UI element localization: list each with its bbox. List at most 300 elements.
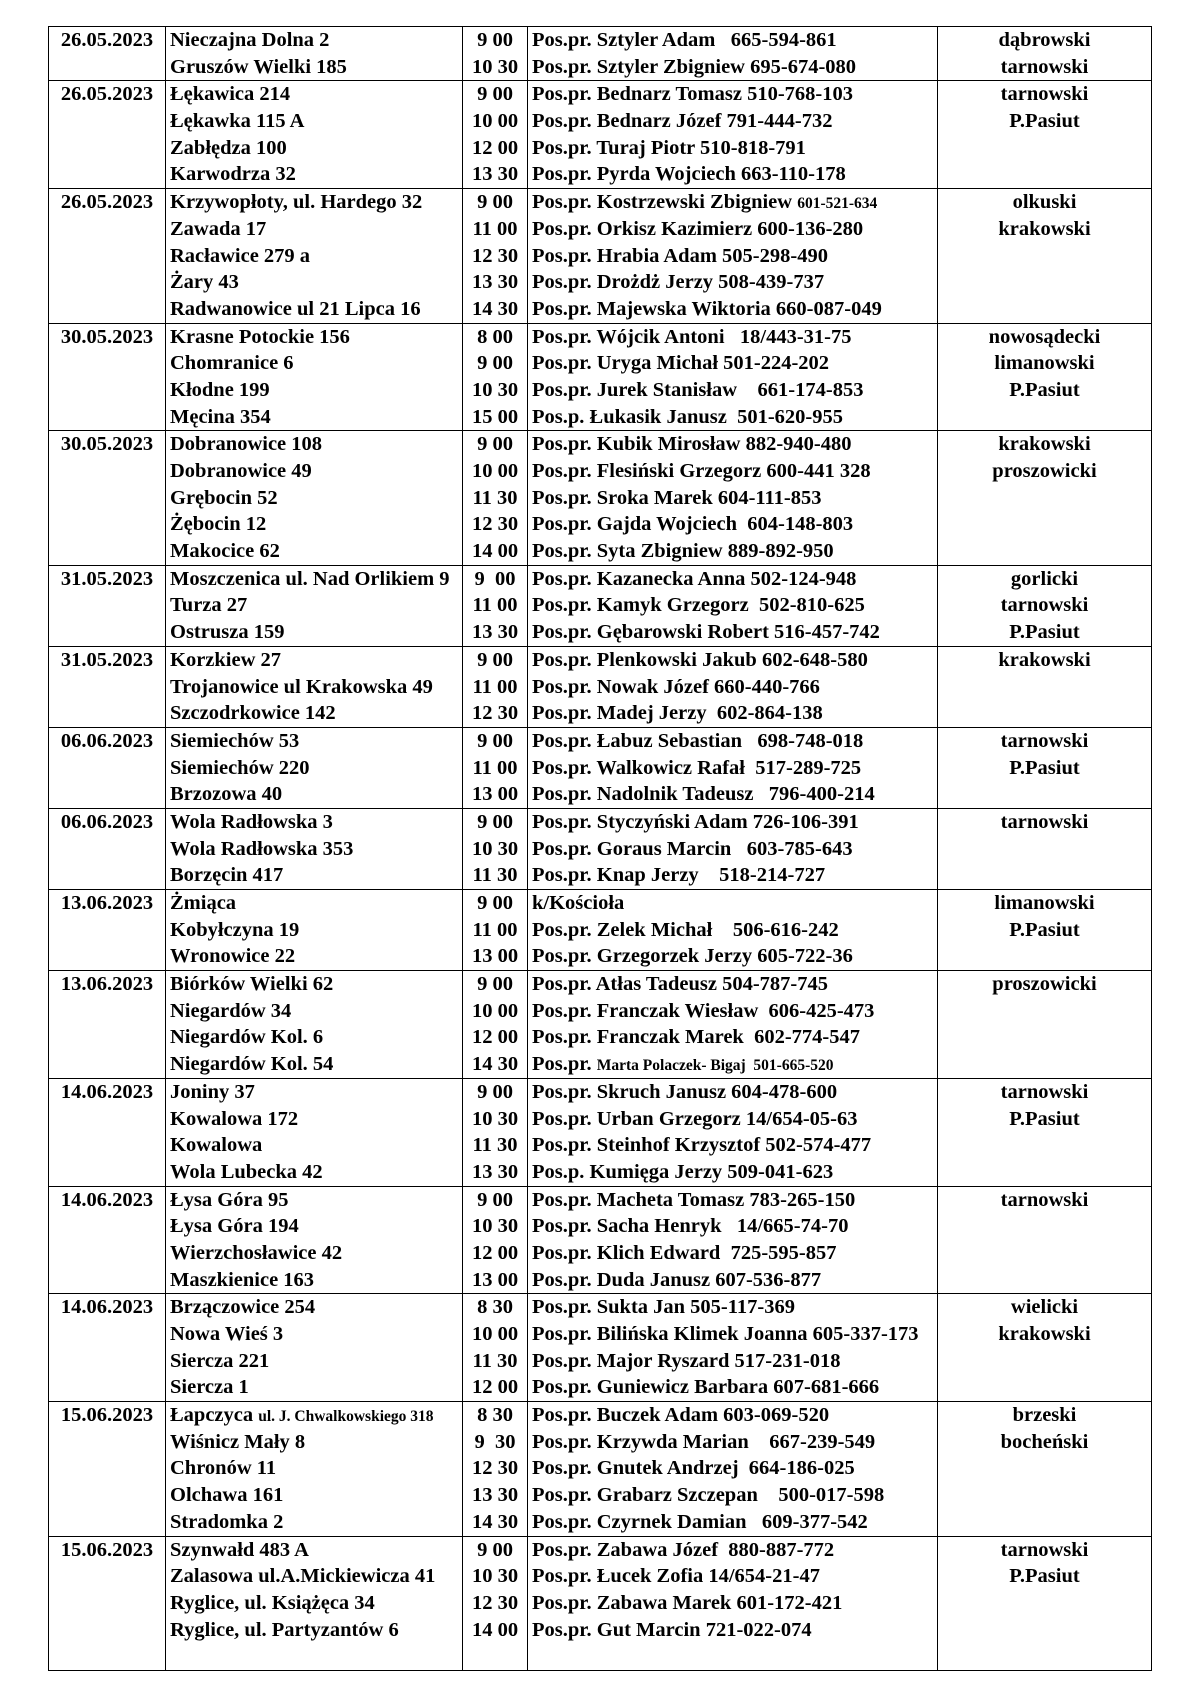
place-text: Wiśnicz Mały 8 — [170, 1430, 306, 1453]
contact-entry — [532, 1132, 933, 1159]
place-name — [170, 108, 458, 135]
time-value: 12 00 — [471, 136, 519, 159]
contact-text: Pos.pr. Turaj Piotr 510-818-791 — [532, 136, 806, 159]
contact-text: Pos.pr. Skruch Janusz 604-478-600 — [532, 1080, 838, 1103]
contact-text: k/Kościoła — [532, 892, 625, 914]
contact-text: Pos.pr. Orkisz Kazimierz 600-136-280 — [532, 217, 864, 240]
place-text: Chronów 11 — [170, 1457, 277, 1480]
place-name — [170, 404, 458, 431]
contact-entry — [532, 755, 933, 782]
contact-entry — [532, 27, 933, 54]
date-text: 15.06.2023 — [60, 1538, 154, 1561]
time-value: 12 30 — [471, 513, 519, 536]
time-cell — [463, 890, 528, 971]
date-text: 31.05.2023 — [60, 567, 154, 590]
time-value: 14 30 — [471, 1053, 519, 1076]
contact-entry — [532, 1079, 933, 1106]
date-cell — [49, 971, 166, 1079]
contact-text: Pos.pr. Pyrda Wojciech 663-110-178 — [532, 163, 846, 186]
time-cell — [463, 808, 528, 889]
contact-entry — [532, 592, 933, 619]
contact-entry — [532, 81, 933, 108]
time-value: 11 00 — [472, 675, 518, 698]
blank-line — [532, 1643, 933, 1670]
date-cell — [49, 323, 166, 431]
contact-text: Pos.pr. Wójcik Antoni 18/443-31-75 — [532, 325, 852, 348]
time-cell — [463, 727, 528, 808]
contact-text: Pos.pr. Plenkowski Jakub 602-648-580 — [532, 648, 868, 671]
contact-text: Pos.pr. Zelek Michał 506-616-242 — [532, 918, 839, 941]
contact-entry — [532, 1106, 933, 1133]
time-value: 14 30 — [471, 1510, 519, 1533]
contact-text: Pos.pr. Sacha Henryk 14/665-74-70 — [532, 1215, 849, 1238]
place-name — [170, 1429, 458, 1456]
region-name: limanowski — [994, 352, 1095, 375]
contact-entry — [532, 862, 933, 889]
place-text: Maszkienice 163 — [170, 1268, 315, 1291]
contact-text: Pos.pr. Styczyński Adam 726-106-391 — [532, 810, 859, 833]
contact-entry — [532, 458, 933, 485]
contact-text: Pos.pr. Goraus Marcin 603-785-643 — [532, 837, 853, 860]
place-name — [170, 269, 458, 296]
time-value: 10 30 — [471, 55, 519, 78]
contact-entry — [532, 1267, 933, 1294]
contact-text: Pos.pr. Łucek Zofia 14/654-21-47 — [532, 1565, 820, 1588]
place-name — [170, 1213, 458, 1240]
contact-text: Pos.pr. Gnutek Andrzej 664-186-025 — [532, 1457, 855, 1480]
schedule-row — [49, 1186, 1152, 1294]
contact-entry — [532, 404, 933, 431]
time-value: 9 00 — [477, 191, 513, 214]
time-value: 13 00 — [471, 783, 519, 806]
place-text: Wola Radłowska 3 — [170, 810, 333, 833]
schedule-row — [49, 189, 1152, 323]
time-value: 11 00 — [472, 594, 518, 617]
place-name — [170, 1240, 458, 1267]
contact-entry — [532, 1402, 933, 1429]
place-cell — [166, 646, 463, 727]
date-cell — [49, 1536, 166, 1670]
date-text: 06.06.2023 — [60, 729, 154, 752]
time-value: 14 00 — [471, 1618, 519, 1641]
place-name — [170, 350, 458, 377]
place-text: Szynwałd 483 A — [170, 1538, 309, 1561]
time-value: 13 30 — [471, 621, 519, 644]
region-name: krakowski — [998, 648, 1091, 671]
contact-text: Pos.pr. Łabuz Sebastian 698-748-018 — [532, 729, 864, 752]
contact-entry — [532, 377, 933, 404]
contact-entry — [532, 728, 933, 755]
place-text: Kłodne 199 — [170, 378, 270, 401]
contact-text: Pos.pr. Drożdż Jerzy 508-439-737 — [532, 271, 825, 294]
time-cell — [463, 431, 528, 565]
contact-entry — [532, 269, 933, 296]
place-name — [170, 566, 458, 593]
place-text: Ryglice, ul. Partyzantów 6 — [170, 1618, 399, 1641]
place-cell — [166, 81, 463, 189]
time-value: 12 30 — [471, 1457, 519, 1480]
place-text: Zalasowa ul.A.Mickiewicza 41 — [170, 1565, 436, 1588]
contact-cell — [528, 81, 938, 189]
place-text: Nieczajna Dolna 2 — [170, 29, 330, 51]
contact-text: Pos.pr. Major Ryszard 517-231-018 — [532, 1349, 841, 1372]
time-value: 11 30 — [472, 1134, 518, 1157]
date-cell — [49, 646, 166, 727]
place-text: Łapczyca — [170, 1404, 259, 1427]
schedule-row — [49, 646, 1152, 727]
region-cell — [938, 971, 1152, 1079]
contact-entry — [532, 485, 933, 512]
place-cell — [166, 971, 463, 1079]
place-name — [170, 1537, 458, 1564]
date-text: 13.06.2023 — [60, 973, 154, 996]
region-name: P.Pasiut — [1009, 378, 1080, 401]
time-cell — [463, 565, 528, 646]
place-cell — [166, 1186, 463, 1294]
place-name — [170, 1106, 458, 1133]
region-cell — [938, 1402, 1152, 1536]
date-text: 14.06.2023 — [60, 1080, 154, 1103]
place-text: Krzywopłoty, ul. Hardego 32 — [170, 191, 423, 214]
contact-entry — [532, 700, 933, 727]
date-text: 30.05.2023 — [60, 325, 154, 348]
date-text: 13.06.2023 — [60, 892, 154, 914]
schedule-row — [49, 431, 1152, 565]
contact-text: Pos.pr. Flesiński Grzegorz 600-441 328 — [532, 460, 871, 482]
place-text: Gruszów Wielki 185 — [170, 55, 347, 78]
time-value: 9 00 — [477, 433, 513, 456]
region-name: tarnowski — [1000, 1080, 1089, 1103]
schedule-row — [49, 1078, 1152, 1186]
contact-text: Pos.pr. Zabawa Józef 880-887-772 — [532, 1538, 835, 1561]
schedule-row — [49, 1294, 1152, 1402]
contact-entry — [532, 216, 933, 243]
contact-text: Pos.pr. Gut Marcin 721-022-074 — [532, 1618, 812, 1641]
place-text: Wronowice 22 — [170, 945, 296, 968]
date-cell — [49, 1078, 166, 1186]
date-text: 26.05.2023 — [60, 29, 154, 51]
place-text: Racławice 279 a — [170, 244, 311, 267]
place-name — [170, 1590, 458, 1617]
contact-text: Pos.pr. Gębarowski Robert 516-457-742 — [532, 621, 880, 644]
place-text: Wierzchosławice 42 — [170, 1241, 343, 1264]
time-value: 13 30 — [471, 163, 519, 186]
time-cell — [463, 189, 528, 323]
place-text: Niegardów 34 — [170, 999, 292, 1022]
place-name — [170, 728, 458, 755]
time-value: 13 30 — [471, 1484, 519, 1507]
place-name — [170, 538, 458, 565]
contact-entry — [532, 566, 933, 593]
time-value: 14 00 — [471, 540, 519, 563]
time-value: 12 30 — [471, 1591, 519, 1614]
time-cell — [463, 971, 528, 1079]
contact-text: Pos.pr. Sukta Jan 505-117-369 — [532, 1296, 795, 1319]
contact-cell — [528, 323, 938, 431]
place-text: Siemiechów 220 — [170, 756, 310, 779]
place-text: Joniny 37 — [170, 1080, 255, 1103]
region-cell — [938, 1078, 1152, 1186]
place-name — [170, 189, 458, 216]
time-cell — [463, 1402, 528, 1536]
region-name: tarnowski — [1000, 810, 1089, 833]
place-name — [170, 431, 458, 458]
time-value: 12 30 — [471, 244, 519, 267]
place-name — [170, 54, 458, 81]
place-text: Trojanowice ul Krakowska 49 — [170, 675, 433, 698]
time-value: 10 30 — [471, 1565, 519, 1588]
schedule-row — [49, 323, 1152, 431]
place-cell — [166, 431, 463, 565]
date-cell — [49, 189, 166, 323]
date-cell — [49, 565, 166, 646]
contact-entry — [532, 296, 933, 323]
contact-entry — [532, 135, 933, 162]
contact-cell — [528, 1536, 938, 1670]
schedule-row — [49, 27, 1152, 81]
contact-entry — [532, 431, 933, 458]
place-name — [170, 1482, 458, 1509]
contact-entry — [532, 836, 933, 863]
region-cell — [938, 646, 1152, 727]
time-cell — [463, 27, 528, 81]
time-value: 8 30 — [477, 1404, 513, 1427]
time-value: 9 00 — [474, 567, 516, 590]
contact-text: Pos.pr. Krzywda Marian 667-239-549 — [532, 1430, 876, 1453]
schedule-row — [49, 808, 1152, 889]
time-cell — [463, 81, 528, 189]
place-cell — [166, 1078, 463, 1186]
time-value: 12 30 — [471, 702, 519, 725]
contact-text: Pos.pr. Kamyk Grzegorz 502-810-625 — [532, 594, 865, 617]
place-name — [170, 1374, 458, 1401]
region-cell — [938, 1294, 1152, 1402]
contact-entry — [532, 538, 933, 565]
place-name — [170, 998, 458, 1025]
place-name — [170, 1509, 458, 1536]
place-name — [170, 485, 458, 512]
contact-cell — [528, 1186, 938, 1294]
place-text: Niegardów Kol. 54 — [170, 1053, 334, 1076]
contact-text: Pos.pr. Grabarz Szczepan 500-017-598 — [532, 1484, 885, 1507]
region-name: proszowicki — [992, 973, 1097, 996]
contact-text: Pos.pr. Duda Janusz 607-536-877 — [532, 1268, 822, 1291]
contact-text: Pos.pr. Kazanecka Anna 502-124-948 — [532, 567, 857, 590]
region-cell — [938, 1186, 1152, 1294]
time-value: 9 00 — [477, 83, 513, 106]
time-value: 11 30 — [472, 486, 518, 509]
time-value: 9 00 — [477, 352, 513, 375]
place-name — [170, 619, 458, 646]
place-cell — [166, 808, 463, 889]
contact-cell — [528, 890, 938, 971]
place-text: Żary 43 — [170, 271, 239, 294]
time-cell — [463, 323, 528, 431]
place-name — [170, 1024, 458, 1051]
place-text: Wola Radłowska 353 — [170, 837, 354, 860]
time-value: 9 00 — [477, 729, 513, 752]
schedule-row — [49, 1402, 1152, 1536]
place-cell — [166, 1402, 463, 1536]
place-cell — [166, 323, 463, 431]
place-name — [170, 1294, 458, 1321]
place-text: Grębocin 52 — [170, 486, 278, 509]
time-value: 11 30 — [472, 1349, 518, 1372]
time-value: 8 00 — [477, 325, 513, 348]
place-cell — [166, 565, 463, 646]
region-name: P.Pasiut — [1009, 1107, 1080, 1130]
schedule-row — [49, 890, 1152, 971]
time-value: 8 30 — [477, 1296, 513, 1319]
place-name — [170, 1079, 458, 1106]
place-name — [170, 1402, 458, 1429]
contact-entry — [532, 189, 933, 216]
region-name: tarnowski — [1000, 594, 1089, 617]
place-text: Siercza 221 — [170, 1349, 270, 1372]
region-name: nowosądecki — [988, 325, 1101, 348]
place-name — [170, 971, 458, 998]
region-cell — [938, 565, 1152, 646]
time-value: 10 30 — [471, 1107, 519, 1130]
region-name: P.Pasiut — [1009, 918, 1080, 941]
place-name — [170, 296, 458, 323]
contact-cell — [528, 565, 938, 646]
region-name: brzeski — [1012, 1404, 1077, 1427]
contact-text: Pos.pr. Knap Jerzy 518-214-727 — [532, 864, 826, 887]
time-cell — [463, 646, 528, 727]
place-name — [170, 511, 458, 538]
contact-entry — [532, 1321, 933, 1348]
region-name: krakowski — [998, 1323, 1091, 1345]
contact-cell — [528, 189, 938, 323]
place-text: Brzozowa 40 — [170, 783, 283, 806]
place-name — [170, 27, 458, 54]
contact-text: Pos.pr. Uryga Michał 501-224-202 — [532, 352, 830, 375]
place-text: Łękawka 115 A — [170, 110, 305, 133]
place-text: Olchawa 161 — [170, 1484, 284, 1507]
contact-entry — [532, 890, 933, 917]
time-value: 11 30 — [472, 864, 518, 887]
contact-text: Pos.pr. Atłas Tadeusz 504-787-745 — [532, 973, 828, 996]
region-name: gorlicki — [1010, 567, 1079, 590]
place-text: Żębocin 12 — [170, 513, 267, 536]
time-value: 10 00 — [471, 1323, 519, 1345]
place-name — [170, 1563, 458, 1590]
place-text: Kobyłczyna 19 — [170, 918, 300, 941]
region-cell — [938, 189, 1152, 323]
region-name: krakowski — [998, 433, 1091, 456]
date-text: 26.05.2023 — [60, 191, 154, 214]
contact-text: Pos.pr. Gajda Wojciech 604-148-803 — [532, 513, 854, 536]
contact-text: Pos.pr. Madej Jerzy 602-864-138 — [532, 702, 823, 725]
place-name — [170, 592, 458, 619]
date-text: 26.05.2023 — [60, 83, 154, 106]
region-name: olkuski — [1012, 191, 1077, 214]
place-text: Ostrusza 159 — [170, 621, 285, 644]
schedule-row — [49, 971, 1152, 1079]
contact-entry — [532, 1240, 933, 1267]
contact-text: Pos.pr. Macheta Tomasz 783-265-150 — [532, 1188, 856, 1211]
region-name: wielicki — [1010, 1296, 1079, 1319]
contact-entry — [532, 647, 933, 674]
schedule-row — [49, 1536, 1152, 1670]
time-value: 10 00 — [471, 460, 519, 482]
contact-entry — [532, 1563, 933, 1590]
contact-text: Pos.pr. Franczak Wiesław 606-425-473 — [532, 999, 875, 1022]
contact-text: Pos.pr. Zabawa Marek 601-172-421 — [532, 1591, 843, 1614]
region-name: proszowicki — [992, 460, 1097, 482]
contact-entry — [532, 1429, 933, 1456]
place-text: Biórków Wielki 62 — [170, 973, 334, 996]
place-text: Makocice 62 — [170, 540, 280, 563]
date-cell — [49, 727, 166, 808]
schedule-table — [48, 26, 1152, 1671]
contact-cell — [528, 1294, 938, 1402]
region-name: P.Pasiut — [1009, 756, 1080, 779]
contact-entry — [532, 324, 933, 351]
place-text: Chomranice 6 — [170, 352, 294, 375]
contact-entry — [532, 1294, 933, 1321]
region-name: dąbrowski — [998, 29, 1091, 51]
contact-detail: Marta Polaczek- Bigaj 501-665-520 — [596, 1057, 834, 1075]
place-name — [170, 1321, 458, 1348]
contact-text: Pos.pr. Majewska Wiktoria 660-087-049 — [532, 297, 882, 320]
contact-entry — [532, 809, 933, 836]
date-cell — [49, 1186, 166, 1294]
place-text: Karwodrza 32 — [170, 163, 296, 186]
time-value: 9 00 — [477, 892, 513, 914]
time-value: 13 00 — [471, 1268, 519, 1291]
contact-text: Pos.pr. Sztyler Zbigniew 695-674-080 — [532, 55, 857, 78]
place-cell — [166, 890, 463, 971]
place-text: Moszczenica ul. Nad Orlikiem 9 — [170, 567, 450, 590]
contact-text: Pos.pr. Bednarz Józef 791-444-732 — [532, 110, 833, 133]
contact-entry — [532, 511, 933, 538]
place-name — [170, 890, 458, 917]
region-name: tarnowski — [1000, 729, 1089, 752]
time-value: 9 00 — [477, 973, 513, 996]
place-name — [170, 1455, 458, 1482]
contact-entry — [532, 998, 933, 1025]
place-cell — [166, 727, 463, 808]
contact-entry — [532, 619, 933, 646]
contact-cell — [528, 971, 938, 1079]
contact-text: Pos.pr. Bednarz Tomasz 510-768-103 — [532, 83, 853, 106]
contact-entry — [532, 108, 933, 135]
place-name — [170, 161, 458, 188]
date-text: 15.06.2023 — [60, 1404, 154, 1427]
place-text: Wola Lubecka 42 — [170, 1160, 323, 1183]
contact-entry — [532, 1213, 933, 1240]
region-cell — [938, 1536, 1152, 1670]
time-value: 12 00 — [471, 1026, 519, 1049]
place-name — [170, 809, 458, 836]
contact-entry — [532, 1051, 933, 1078]
place-text: Dobranowice 108 — [170, 433, 323, 456]
place-name — [170, 458, 458, 485]
contact-text: Pos.pr. Buczek Adam 603-069-520 — [532, 1404, 830, 1427]
contact-cell — [528, 1402, 938, 1536]
place-text: Radwanowice ul 21 Lipca 16 — [170, 297, 421, 320]
place-name — [170, 216, 458, 243]
place-text: Siercza 1 — [170, 1376, 249, 1399]
contact-cell — [528, 646, 938, 727]
place-name — [170, 674, 458, 701]
contact-entry — [532, 243, 933, 270]
time-value: 12 00 — [471, 1376, 519, 1399]
contact-text: Pos.p. Kumięga Jerzy 509-041-623 — [532, 1160, 834, 1183]
place-name — [170, 1617, 458, 1644]
